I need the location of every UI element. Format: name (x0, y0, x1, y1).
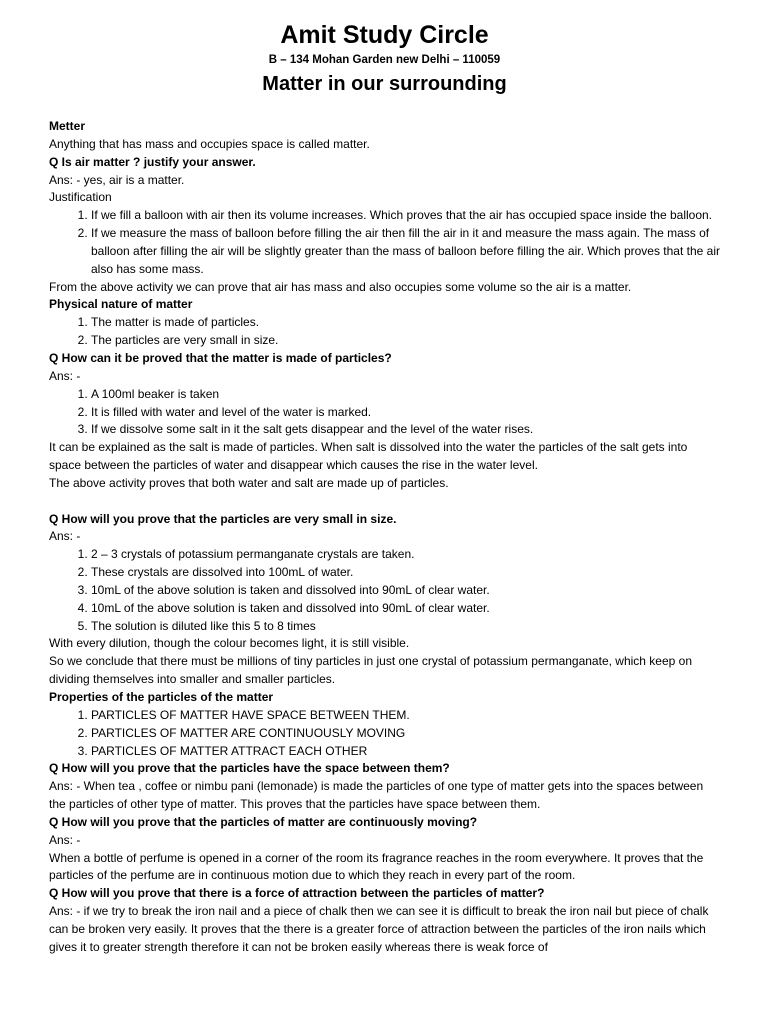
answer-moving: When a bottle of perfume is opened in a corner of the room its fragrance reaches in the room everywhere. It proves that the particles of the perfume are in continuous motion due to which they reach in every part of the room. (49, 850, 704, 883)
answer-air: Ans: - yes, air is a matter. (49, 172, 185, 187)
list-item: 2. PARTICLES OF MATTER ARE CONTINUOUSLY MOVING (91, 725, 720, 743)
question-particles: Q How can it be proved that the matter is made of particles? (49, 350, 392, 365)
list-item: 3. 10mL of the above solution is taken and dissolved into 90mL of clear water. (91, 582, 720, 600)
justification-label: Justification (49, 190, 112, 205)
answer-label: Ans: - (49, 529, 81, 544)
list-item: 1. If we fill a balloon with air then its volume increases. Which proves that the air has occupied space inside the balloon. (91, 207, 720, 225)
section-heading-metter: Metter (49, 119, 86, 133)
properties-list (49, 707, 720, 761)
list-item: 1. 2 – 3 crystals of potassium permanganate crystals are taken. (91, 546, 720, 564)
list-item: 4. 10mL of the above solution is taken and dissolved into 90mL of clear water. (91, 600, 720, 618)
list-item: 1. PARTICLES OF MATTER HAVE SPACE BETWEEN THEM. (91, 707, 720, 725)
list-item: 3. PARTICLES OF MATTER ATTRACT EACH OTHER (91, 743, 720, 761)
document-body (49, 118, 720, 957)
list-item: 3. If we dissolve some salt in it the salt gets disappear and the level of the water rises. (91, 421, 720, 439)
list-item: 2. If we measure the mass of balloon before filling the air then fill the air in it and measure the mass again. The mass of balloon after filling the air will be slightly greater than the mass of balloon before filling the air. Which proves that the air also has some mass. (91, 225, 720, 279)
address-line: B – 134 Mohan Garden new Delhi – 110059 (268, 54, 501, 66)
dilution-note: With every dilution, though the colour becomes light, it is still visible. (49, 636, 410, 651)
question-air: Q Is air matter ? justify your answer. (49, 154, 256, 169)
spacer (49, 493, 720, 511)
small-size-conclusion: So we conclude that there must be millions of tiny particles in just one crystal of potassium permanganate, which keep on dividing themselves into smaller and smaller particles. (49, 654, 693, 687)
section-heading-physical: Physical nature of matter (49, 297, 193, 312)
question-space: Q How will you prove that the particles have the space between them? (49, 761, 450, 776)
list-item: 1. The matter is made of particles. (91, 314, 720, 332)
list-item: 2. It is filled with water and level of the water is marked. (91, 404, 720, 422)
small-size-list (49, 546, 720, 635)
justification-list (49, 207, 720, 278)
question-moving: Q How will you prove that the particles of matter are continuously moving? (49, 814, 478, 829)
list-item: 1. A 100ml beaker is taken (91, 386, 720, 404)
particles-list (49, 386, 720, 440)
answer-label: Ans: - (49, 832, 81, 847)
air-conclusion: From the above activity we can prove that air has mass and also occupies some volume so the air is a matter. (49, 279, 632, 294)
question-small-size: Q How will you prove that the particles are very small in size. (49, 511, 397, 526)
question-attraction: Q How will you prove that there is a force of attraction between the particles of matter? (49, 886, 545, 901)
answer-attraction: Ans: - if we try to break the iron nail and a piece of chalk then we can see it is difficult to break the iron nail but piece of chalk can be broken very easily. It proves that the there is a greater force of attraction between the particles of the iron nails which gives it to greater strength therefore it can not be broken easily whereas there is weak force of (49, 904, 709, 954)
particles-explanation: It can be explained as the salt is made of particles. When salt is dissolved into the water the particles of the salt gets into space between the particles of water and disappear which causes the rise in the water level. (49, 440, 688, 473)
section-heading-properties: Properties of the particles of the matter (49, 690, 274, 704)
answer-space: Ans: - When tea , coffee or nimbu pani (lemonade) is made the particles of one type of matter gets into the spaces between the particles of other type of matter. This proves that the particles have space between them. (49, 779, 704, 812)
answer-label: Ans: - (49, 368, 81, 383)
physical-list (49, 314, 720, 350)
list-item: 5. The solution is diluted like this 5 to 8 times (91, 618, 720, 636)
chapter-title: Matter in our surrounding (262, 73, 507, 95)
definition-text: Anything that has mass and occupies space is called matter. (49, 136, 370, 151)
page-title: Amit Study Circle (280, 21, 489, 49)
list-item: 2. These crystals are dissolved into 100mL of water. (91, 564, 720, 582)
particles-conclusion: The above activity proves that both water and salt are made up of particles. (49, 475, 449, 490)
list-item: 2. The particles are very small in size. (91, 332, 720, 350)
